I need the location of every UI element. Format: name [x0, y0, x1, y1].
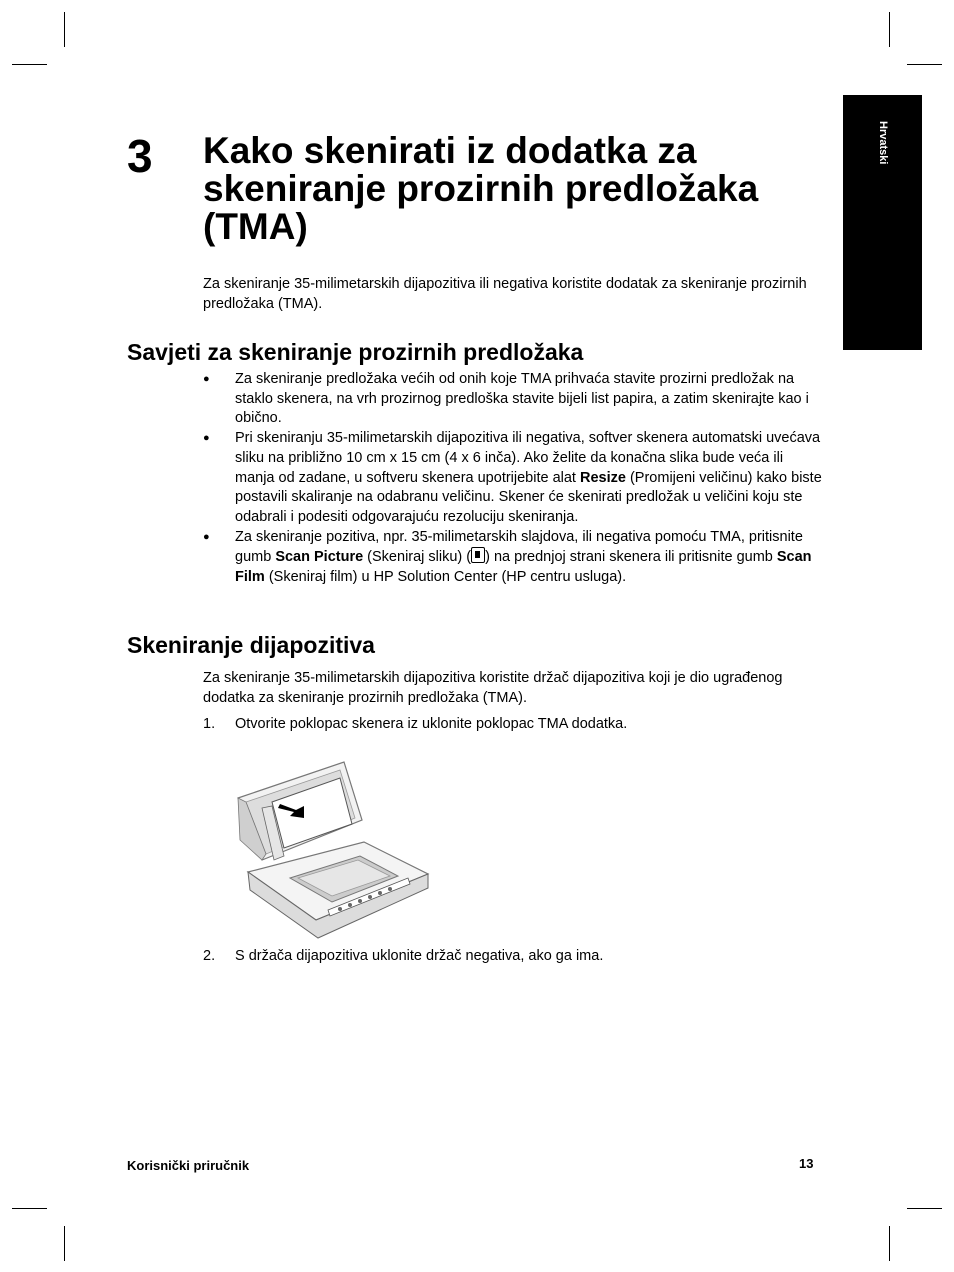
intro-paragraph: Za skeniranje 35-milimetarskih dijapozitiva ili negativa koristite dodatak za skeniranje prozirnih predložaka (TMA). [203, 276, 807, 312]
resize-tool-name: Resize [580, 469, 626, 486]
language-tab-label: Hrvatski [877, 121, 889, 165]
slides-intro: Za skeniranje 35-milimetarskih dijapozitiva koristite držač dijapozitiva koji je dio ugrađenog dodatka za skeniranje prozirnih predložaka (TMA). [203, 670, 783, 706]
footer-title: Korisnički priručnik [127, 1158, 250, 1173]
crop-mark [12, 64, 47, 65]
chapter-title: Kako skenirati iz dodatka za skeniranje prozirnih predložaka (TMA) [203, 130, 759, 247]
tips-list [203, 370, 823, 588]
crop-mark [907, 1208, 942, 1209]
list-item-text: (Skeniraj sliku) ( [363, 549, 472, 566]
language-tab [843, 95, 922, 350]
step-number: 1. [203, 716, 216, 732]
crop-mark [889, 12, 890, 47]
step-number: 2. [203, 948, 216, 964]
crop-mark [907, 64, 942, 65]
list-item-text: (Promijeni veličinu) kako biste postavili skaliranje na odabranu veličinu. Skener će skenirati predložak u veličini koju ste odabrali i podesiti odgovarajuću rezoluciju skeniranja. [235, 469, 822, 525]
chapter-number: 3 [127, 130, 153, 182]
crop-mark [12, 1208, 47, 1209]
list-item-text: Za skeniranje predložaka većih od onih koje TMA prihvaća stavite prozirni predložak na staklo skenera, na vrh prozirnog predloška stavite bijeli list papira, a zatim skenirajte kao i obično. [235, 371, 809, 427]
list-item-text: Pri skeniranju 35-milimetarskih dijapozitiva ili negativa, softver skenera automatski uvećava sliku na približno 10 cm x 15 cm (4 x 6 inča). Ako želite da konačna slika bude veća ili manja od zadane, u softveru skenera upotrijebite alat [235, 430, 821, 486]
scan-picture-name: Scan Picture [275, 549, 364, 566]
step-text: Otvorite poklopac skenera iz uklonite poklopac TMA dodatka. [235, 716, 628, 732]
list-item [203, 370, 823, 429]
crop-mark [64, 1226, 65, 1261]
scan-film-name: Scan Film [235, 549, 812, 586]
section-heading-slides: Skeniranje dijapozitiva [127, 632, 375, 658]
list-item [203, 429, 823, 528]
list-item-text: (Skeniraj film) u HP Solution Center (HP centru usluga). [264, 569, 627, 586]
crop-mark [64, 12, 65, 47]
scanner-illustration [232, 760, 432, 942]
scan-picture-button-icon [471, 547, 485, 563]
crop-mark [889, 1226, 890, 1261]
list-item-text: Za skeniranje pozitiva, npr. 35-milimetarskih slajdova, ili negativa pomoću TMA, pritisnite gumb [235, 528, 803, 566]
section-heading-tips: Savjeti za skeniranje prozirnih predložaka [127, 339, 584, 365]
step-text: S držača dijapozitiva uklonite držač negativa, ako ga ima. [235, 948, 604, 964]
list-item [203, 528, 823, 588]
list-item-text: ) na prednjoj strani skenera ili pritisnite gumb [485, 549, 777, 566]
page-number: 13 [799, 1156, 814, 1171]
